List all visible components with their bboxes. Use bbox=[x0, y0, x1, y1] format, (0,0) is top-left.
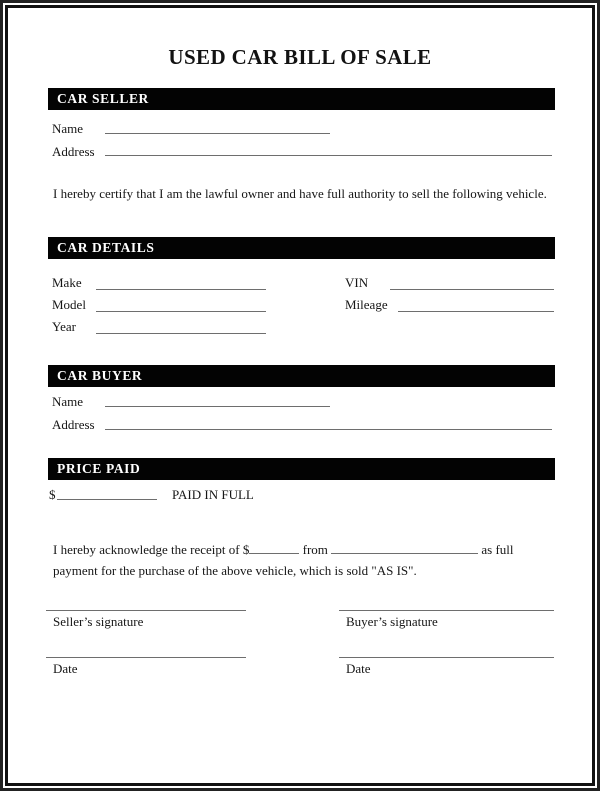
section-header-car-details: CAR DETAILS bbox=[48, 237, 555, 259]
section-header-price-paid: PRICE PAID bbox=[48, 458, 555, 480]
buyer-signature-input-line[interactable] bbox=[339, 610, 554, 612]
seller-date-label: Date bbox=[53, 661, 78, 676]
buyer-signature-label: Buyer’s signature bbox=[346, 614, 438, 629]
payer-name-input-line[interactable] bbox=[331, 541, 478, 554]
seller-name-label: Name bbox=[52, 121, 84, 136]
make-input-line[interactable] bbox=[96, 269, 266, 290]
year-label: Year bbox=[52, 319, 76, 334]
seller-address-input-line[interactable] bbox=[105, 135, 552, 156]
price-amount-input-line[interactable] bbox=[57, 479, 157, 500]
make-label: Make bbox=[52, 275, 82, 290]
seller-name-input-line[interactable] bbox=[105, 113, 330, 134]
buyer-name-input-line[interactable] bbox=[105, 386, 330, 407]
seller-date-input-line[interactable] bbox=[46, 657, 246, 659]
acknowledgement-text-before-amount: I hereby acknowledge the receipt of $ bbox=[53, 542, 250, 557]
buyer-date-label: Date bbox=[346, 661, 371, 676]
acknowledgement-text-as-full: as full bbox=[481, 542, 514, 557]
mileage-label: Mileage bbox=[345, 297, 388, 312]
model-input-line[interactable] bbox=[96, 291, 266, 312]
seller-address-label: Address bbox=[52, 144, 95, 159]
acknowledgement-paragraph bbox=[53, 539, 565, 581]
section-header-car-seller: CAR SELLER bbox=[48, 88, 555, 110]
acknowledgement-line1 bbox=[53, 539, 565, 560]
vin-input-line[interactable] bbox=[390, 269, 554, 290]
acknowledgement-text-from: from bbox=[302, 542, 328, 557]
page-frame bbox=[5, 5, 595, 786]
buyer-address-label: Address bbox=[52, 417, 95, 432]
section-header-car-buyer: CAR BUYER bbox=[48, 365, 555, 387]
vin-label: VIN bbox=[345, 275, 369, 290]
buyer-address-input-line[interactable] bbox=[105, 409, 552, 430]
acknowledgement-line2: payment for the purchase of the above vehicle, which is sold "AS IS". bbox=[53, 563, 417, 578]
seller-signature-input-line[interactable] bbox=[46, 610, 246, 612]
seller-signature-label: Seller’s signature bbox=[53, 614, 144, 629]
buyer-name-label: Name bbox=[52, 394, 84, 409]
paid-in-full-label: PAID IN FULL bbox=[172, 487, 254, 502]
buyer-date-input-line[interactable] bbox=[339, 657, 554, 659]
year-input-line[interactable] bbox=[96, 313, 266, 334]
certify-statement: I hereby certify that I am the lawful owner and have full authority to sell the following vehicle. bbox=[53, 186, 547, 201]
mileage-input-line[interactable] bbox=[398, 291, 554, 312]
document-title: USED CAR BILL OF SALE bbox=[168, 45, 432, 69]
model-label: Model bbox=[52, 297, 86, 312]
receipt-amount-input-line[interactable] bbox=[249, 541, 299, 554]
currency-symbol: $ bbox=[49, 487, 56, 502]
